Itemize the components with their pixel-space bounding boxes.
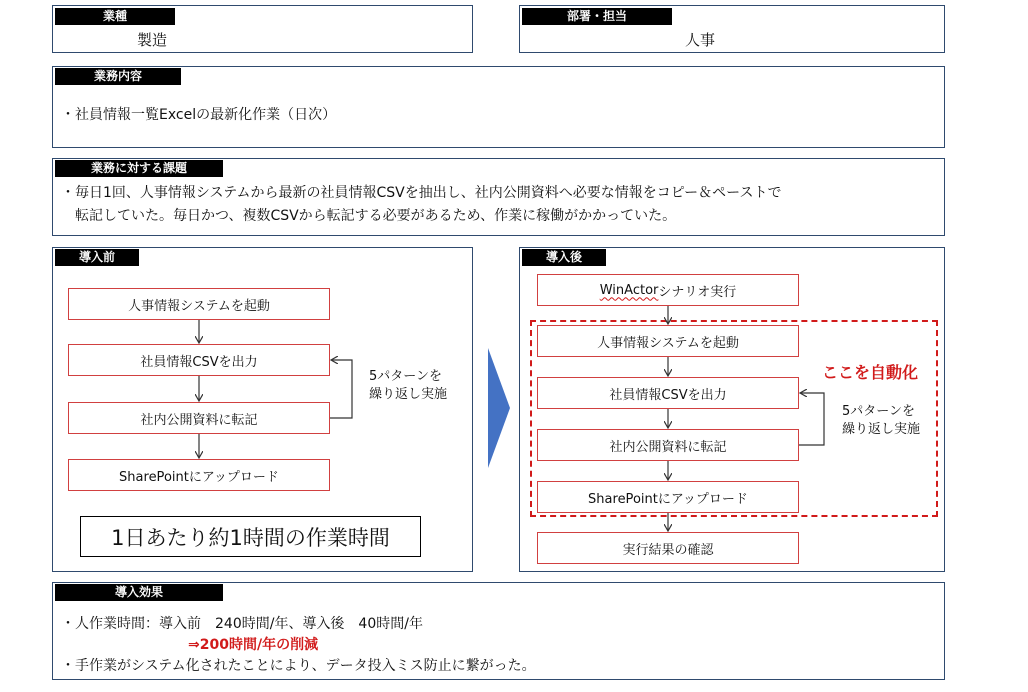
after-step-3: 社内公開資料に転記 [537, 429, 799, 461]
before-step-4: SharePointにアップロード [68, 459, 330, 491]
before-step-1: 人事情報システムを起動 [68, 288, 330, 320]
business-label: 業務内容 [55, 68, 181, 85]
issue-line-1: ・毎日1回、人事情報システムから最新の社員情報CSVを抽出し、社内公開資料へ必要な情報をコピー＆ペーストで [61, 185, 782, 201]
after-step-1: 人事情報システムを起動 [537, 325, 799, 357]
issue-label: 業務に対する課題 [55, 160, 223, 177]
department-value: 人事 [684, 31, 715, 49]
before-step-2: 社員情報CSVを出力 [68, 344, 330, 376]
effect-panel [52, 582, 945, 680]
winactor-rest: シナリオ実行 [658, 284, 737, 300]
after-loop-arrow [799, 393, 824, 445]
before-label: 導入前 [55, 249, 139, 266]
industry-value: 製造 [136, 31, 167, 49]
before-step-3: 社内公開資料に転記 [68, 402, 330, 434]
before-summary: 1日あたり約1時間の作業時間 [80, 516, 421, 557]
winactor-word: WinActor [599, 282, 659, 298]
before-loop-arrow [330, 360, 352, 418]
before-repeat-line-2: 繰り返し実施 [369, 387, 448, 402]
industry-label: 業種 [55, 8, 175, 25]
after-repeat-line-1: 5パターンを [842, 404, 916, 419]
after-label: 導入後 [522, 249, 606, 266]
after-step-4: SharePointにアップロード [537, 481, 799, 513]
after-step-2: 社員情報CSVを出力 [537, 377, 799, 409]
after-final-step: 実行結果の確認 [537, 532, 799, 564]
automate-label: ここを自動化 [822, 363, 919, 382]
effect-line-3: ・手作業がシステム化されたことにより、データ投入ミス防止に繋がった。 [61, 658, 536, 674]
business-line: ・社員情報一覧Excelの最新化作業（日次） [61, 107, 337, 123]
before-repeat-line-1: 5パターンを [369, 369, 443, 384]
effect-label: 導入効果 [55, 584, 223, 601]
issue-line-2: 転記していた。毎日かつ、複数CSVから転記する必要があるため、作業に稼働がかかっていた。 [75, 208, 677, 224]
transition-arrow [488, 348, 510, 468]
department-label: 部署・担当 [522, 8, 672, 25]
after-repeat-line-2: 繰り返し実施 [842, 422, 921, 437]
effect-line-1: ・人作業時間：導入前 240時間/年、導入後 40時間/年 [61, 616, 423, 632]
effect-reduction: ⇒200時間/年の削減 [188, 637, 319, 653]
